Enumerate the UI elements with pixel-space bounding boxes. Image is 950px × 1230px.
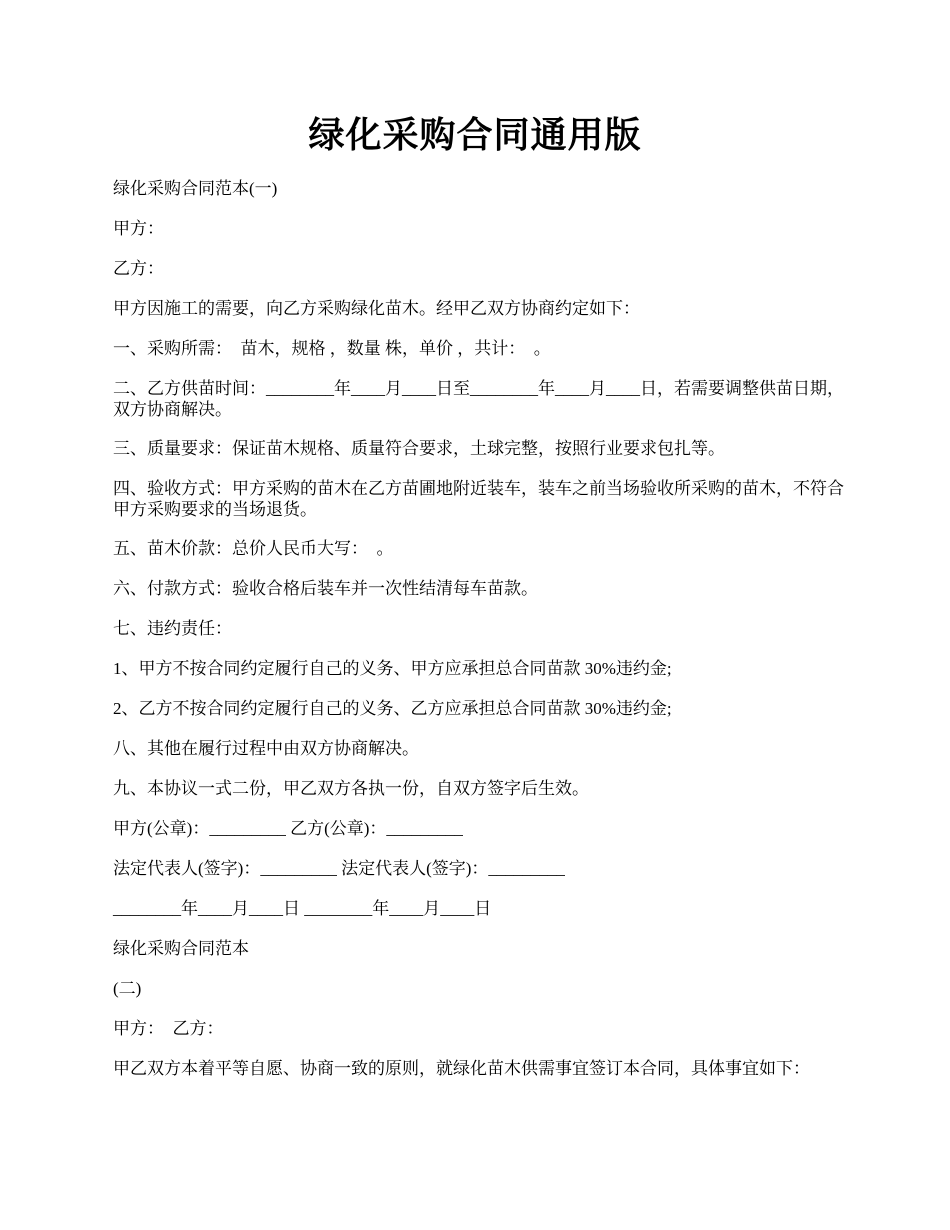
clause-4: 四、验收方式：甲方采购的苗木在乙方苗圃地附近装车，装车之前当场验收所采购的苗木，不符合甲方采购要求的当场退货。: [113, 479, 844, 519]
signature-line: 法定代表人(签字)：_________ 法定代表人(签字)：_________: [113, 859, 565, 878]
clause-7-item-1: 1、甲方不按合同约定履行自己的义务、甲方应承担总合同苗款 30%违约金;: [113, 659, 672, 678]
section-number-2: (二): [113, 979, 142, 998]
document-body: [113, 178, 853, 1097]
section-heading-1: 绿化采购合同范本(一): [113, 179, 278, 198]
intro-paragraph: 甲方因施工的需要，向乙方采购绿化苗木。经甲乙双方协商约定如下：: [113, 299, 640, 318]
clause-7-item-2: 2、乙方不按合同约定履行自己的义务、乙方应承担总合同苗款 30%违约金;: [113, 699, 672, 718]
clause-1: 一、采购所需： 苗木，规格 ，数量 株，单价 ，共计： 。: [113, 339, 551, 358]
intro-paragraph-2: 甲乙双方本着平等自愿、协商一致的原则，就绿化苗木供需事宜签订本合同，具体事宜如下：: [113, 1059, 810, 1078]
clause-5: 五、苗木价款：总价人民币大写： 。: [113, 539, 394, 558]
seal-line: 甲方(公章)：_________ 乙方(公章)：_________: [113, 819, 463, 838]
section-heading-2: 绿化采购合同范本: [113, 939, 249, 958]
clause-8: 八、其他在履行过程中由双方协商解决。: [113, 739, 419, 758]
clause-9: 九、本协议一式二份，甲乙双方各执一份，自双方签字后生效。: [113, 779, 589, 798]
party-b-line: 乙方：: [113, 259, 164, 278]
clause-2: 二、乙方供苗时间：________年____月____日至________年____月____日，若需要调整供苗日期，双方协商解决。: [113, 379, 844, 419]
parties-line: 甲方： 乙方：: [113, 1019, 224, 1038]
date-line: ________年____月____日 ________年____月____日: [113, 899, 492, 918]
party-a-line: 甲方：: [113, 219, 164, 238]
clause-6: 六、付款方式：验收合格后装车并一次性结清每车苗款。: [113, 579, 538, 598]
clause-3: 三、质量要求：保证苗木规格、质量符合要求，土球完整，按照行业要求包扎等。: [113, 439, 725, 458]
document-title: 绿化采购合同通用版: [308, 115, 642, 155]
clause-7: 七、违约责任：: [113, 619, 232, 638]
